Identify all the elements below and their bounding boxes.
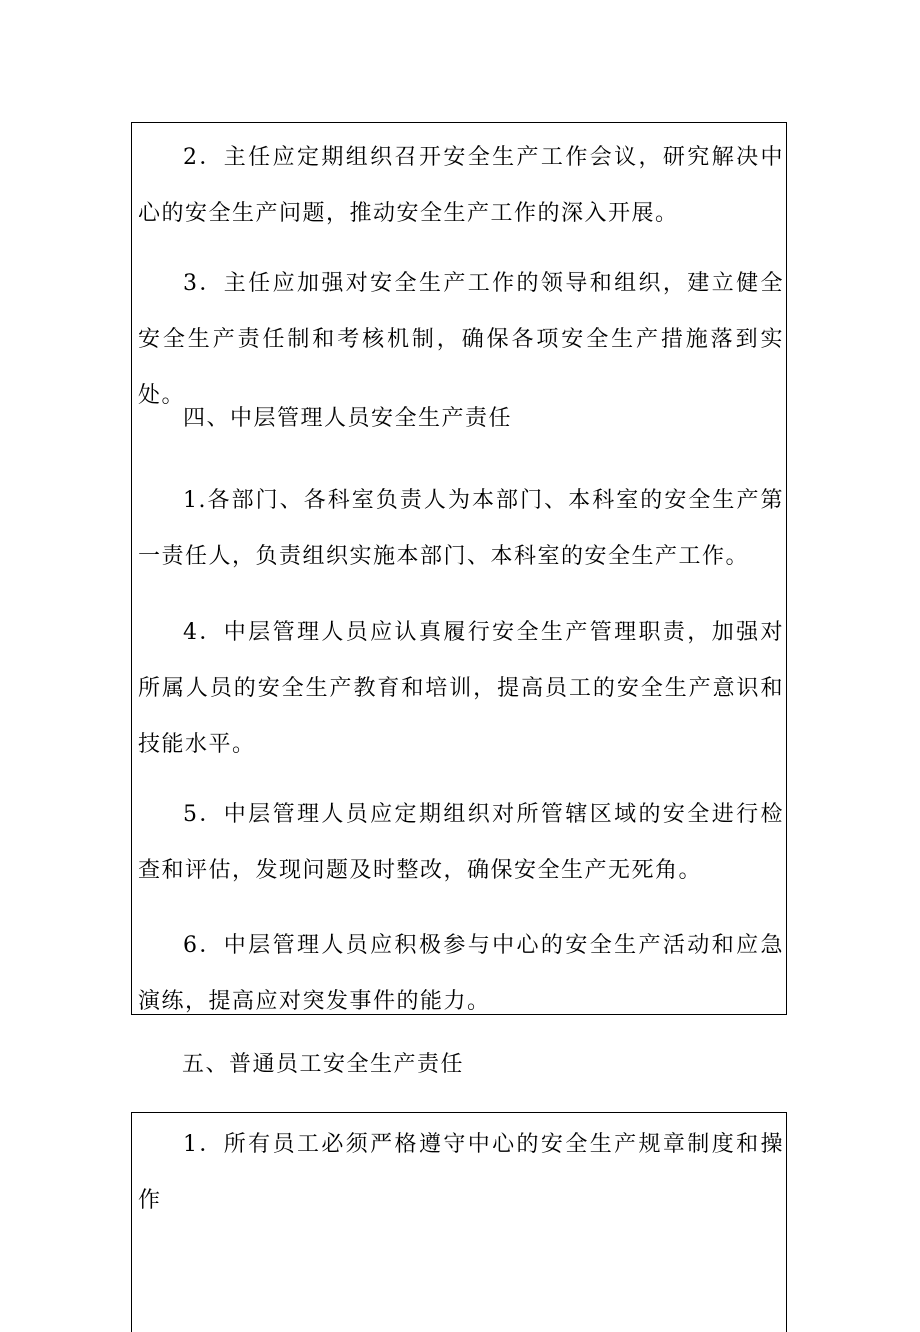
paragraph-director-3: 3．主任应加强对安全生产工作的领导和组织，建立健全安全生产责任制和考核机制，确保各项安全生产措施落到实处。 bbox=[138, 271, 784, 408]
paragraph-staff-1: 1．所有员工必须严格遵守中心的安全生产规章制度和操作 bbox=[138, 1132, 784, 1213]
paragraph-middle-6: 6．中层管理人员应积极参与中心的安全生产活动和应急演练，提高应对突发事件的能力。 bbox=[138, 933, 784, 1014]
paragraph-middle-1: 1.各部门、各科室负责人为本部门、本科室的安全生产第一责任人，负责组织实施本部门、本科室的安全生产工作。 bbox=[138, 488, 784, 569]
text-frame-1 bbox=[131, 122, 787, 1015]
section-heading-staff: 五、普通员工安全生产责任 bbox=[182, 1052, 465, 1077]
paragraph-director-2: 2．主任应定期组织召开安全生产工作会议，研究解决中心的安全生产问题，推动安全生产工作的深入开展。 bbox=[138, 145, 784, 226]
paragraph-middle-5: 5．中层管理人员应定期组织对所管辖区域的安全进行检查和评估，发现问题及时整改，确保安全生产无死角。 bbox=[138, 802, 784, 883]
paragraph-middle-4: 4．中层管理人员应认真履行安全生产管理职责，加强对所属人员的安全生产教育和培训，提高员工的安全生产意识和技能水平。 bbox=[138, 620, 784, 757]
text-frame-2 bbox=[131, 1112, 787, 1332]
section-heading-middle-managers: 四、中层管理人员安全生产责任 bbox=[183, 406, 513, 431]
